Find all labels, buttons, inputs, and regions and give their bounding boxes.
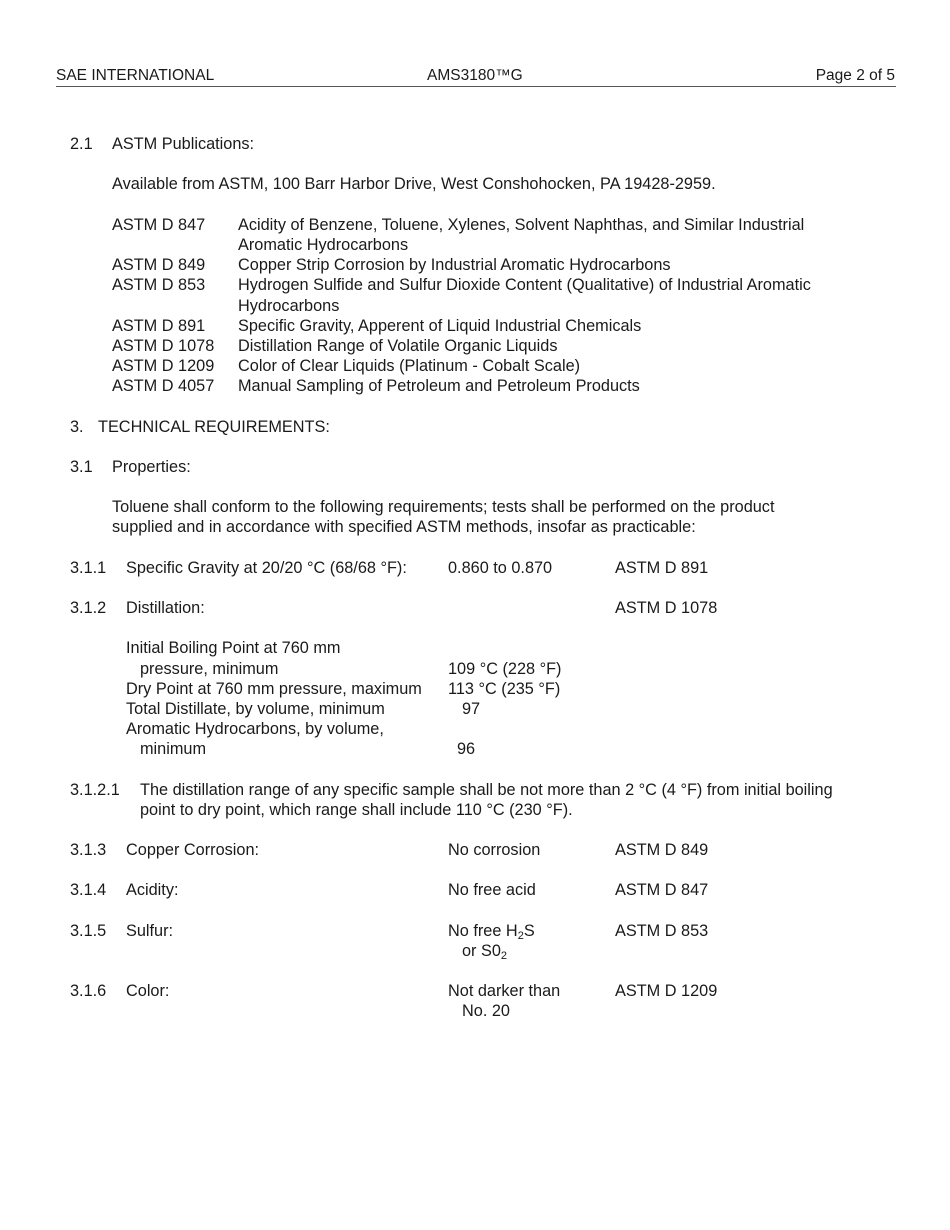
ref-title: Acidity of Benzene, Toluene, Xylenes, Solvent Naphthas, and Similar Industrial <box>238 216 805 234</box>
section-3-1-1-number: 3.1.1 <box>70 559 107 577</box>
initial-boiling-point-label: Initial Boiling Point at 760 mm <box>126 639 341 657</box>
ref-title: Distillation Range of Volatile Organic Liquids <box>238 337 558 355</box>
color-value: Not darker than <box>448 982 561 1000</box>
header-rule <box>56 86 896 87</box>
specific-gravity-value: 0.860 to 0.870 <box>448 559 553 577</box>
section-3-1-2-number: 3.1.2 <box>70 599 107 617</box>
copper-corrosion-value: No corrosion <box>448 841 541 859</box>
dry-point-label: Dry Point at 760 mm pressure, maximum <box>126 680 422 698</box>
distillation-range-text-continued: point to dry point, which range shall include 110 °C (230 °F). <box>140 801 573 819</box>
color-method: ASTM D 1209 <box>615 982 718 1000</box>
section-2-1-number: 2.1 <box>70 135 93 153</box>
astm-availability: Available from ASTM, 100 Barr Harbor Drive, West Conshohocken, PA 19428-2959. <box>112 175 716 193</box>
ref-title: Specific Gravity, Apperent of Liquid Industrial Chemicals <box>238 317 642 335</box>
header-doc-id: AMS3180™G <box>427 67 523 84</box>
section-2-1-title: ASTM Publications: <box>112 135 255 153</box>
ref-code: ASTM D 891 <box>112 317 206 335</box>
total-distillate-label: Total Distillate, by volume, minimum <box>126 700 385 718</box>
section-3-1-3-number: 3.1.3 <box>70 841 107 859</box>
distillation-method: ASTM D 1078 <box>615 599 718 617</box>
specific-gravity-label: Specific Gravity at 20/20 °C (68/68 °F): <box>126 559 407 577</box>
aromatic-hydrocarbons-label: Aromatic Hydrocarbons, by volume, <box>126 720 384 738</box>
ref-title: Hydrogen Sulfide and Sulfur Dioxide Content (Qualitative) of Industrial Aromatic <box>238 276 811 294</box>
ref-title-continued: Hydrocarbons <box>238 297 340 315</box>
section-3-1-4-number: 3.1.4 <box>70 881 107 899</box>
aromatic-hydrocarbons-label-continued: minimum <box>140 740 207 758</box>
header-page-number: Page 2 of 5 <box>815 67 895 84</box>
ref-code: ASTM D 1078 <box>112 337 215 355</box>
ref-code: ASTM D 847 <box>112 216 206 234</box>
acidity-value: No free acid <box>448 881 536 899</box>
ref-title: Color of Clear Liquids (Platinum - Cobalt Scale) <box>238 357 581 375</box>
distillation-range-text: The distillation range of any specific sample shall be not more than 2 °C (4 °F) from initial boiling <box>140 781 833 799</box>
dry-point-value: 113 °C (235 °F) <box>448 680 561 698</box>
section-3-1-number: 3.1 <box>70 458 93 476</box>
ref-code: ASTM D 853 <box>112 276 206 294</box>
copper-corrosion-label: Copper Corrosion: <box>126 841 260 859</box>
section-3-number: 3. <box>70 418 84 436</box>
color-value-continued: No. 20 <box>462 1002 510 1020</box>
copper-corrosion-method: ASTM D 849 <box>615 841 709 859</box>
properties-paragraph-line: Toluene shall conform to the following requirements; tests shall be performed on the product <box>112 498 775 516</box>
properties-paragraph-line: supplied and in accordance with specified ASTM methods, insofar as practicable: <box>112 518 696 536</box>
section-3-1-5-number: 3.1.5 <box>70 922 107 940</box>
ref-code: ASTM D 1209 <box>112 357 215 375</box>
section-3-title: TECHNICAL REQUIREMENTS: <box>98 418 330 436</box>
aromatic-hydrocarbons-value: 96 <box>457 740 476 758</box>
sulfur-value-continued: or $S0_2$ <box>462 942 508 962</box>
header-org: SAE INTERNATIONAL <box>56 67 215 84</box>
specific-gravity-method: ASTM D 891 <box>615 559 709 577</box>
sulfur-method: ASTM D 853 <box>615 922 709 940</box>
initial-boiling-point-label-continued: pressure, minimum <box>140 660 279 678</box>
distillation-label: Distillation: <box>126 599 205 617</box>
total-distillate-value: 97 <box>462 700 481 718</box>
section-3-1-2-1-number: 3.1.2.1 <box>70 781 120 799</box>
initial-boiling-point-value: 109 °C (228 °F) <box>448 660 562 678</box>
ref-code: ASTM D 4057 <box>112 377 215 395</box>
ref-title-continued: Aromatic Hydrocarbons <box>238 236 409 254</box>
ref-code: ASTM D 849 <box>112 256 206 274</box>
sulfur-value: No free $H_2S$ <box>448 922 535 942</box>
section-3-1-title: Properties: <box>112 458 191 476</box>
acidity-label: Acidity: <box>126 881 179 899</box>
ref-title: Manual Sampling of Petroleum and Petroleum Products <box>238 377 640 395</box>
color-label: Color: <box>126 982 170 1000</box>
ref-title: Copper Strip Corrosion by Industrial Aromatic Hydrocarbons <box>238 256 671 274</box>
section-3-1-6-number: 3.1.6 <box>70 982 107 1000</box>
sulfur-label: Sulfur: <box>126 922 174 940</box>
acidity-method: ASTM D 847 <box>615 881 709 899</box>
